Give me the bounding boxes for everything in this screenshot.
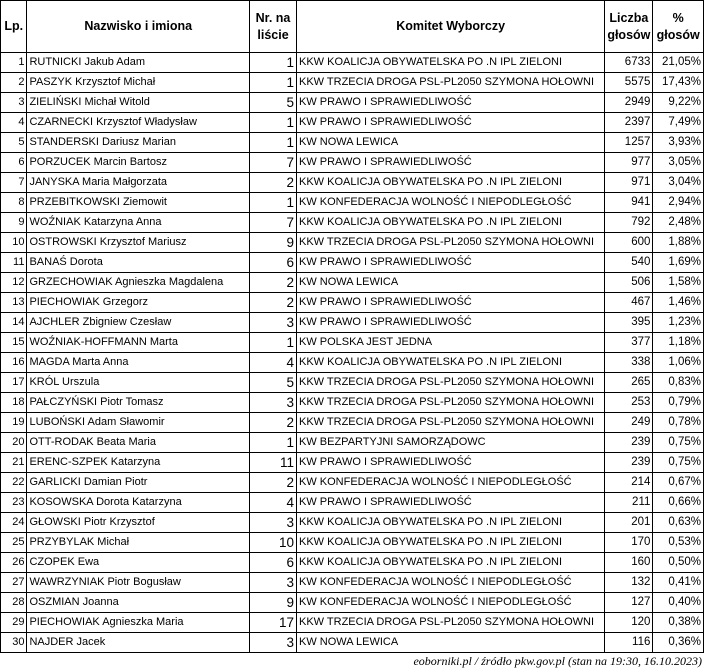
cell-name: KOSOWSKA Dorota Katarzyna — [27, 493, 250, 513]
cell-votes: 211 — [605, 493, 653, 513]
cell-lp: 22 — [1, 473, 27, 493]
cell-lp: 5 — [1, 133, 27, 153]
table-row — [1, 293, 704, 313]
table-row — [1, 633, 704, 653]
cell-list-number: 3 — [250, 513, 297, 533]
cell-committee: KW KONFEDERACJA WOLNOŚĆ I NIEPODLEGŁOŚĆ — [297, 473, 605, 493]
cell-name: RUTNICKI Jakub Adam — [27, 53, 250, 73]
cell-lp: 18 — [1, 393, 27, 413]
cell-name: OSTROWSKI Krzysztof Mariusz — [27, 233, 250, 253]
cell-lp: 14 — [1, 313, 27, 333]
cell-votes: 2949 — [605, 93, 653, 113]
cell-committee: KW KONFEDERACJA WOLNOŚĆ I NIEPODLEGŁOŚĆ — [297, 593, 605, 613]
cell-committee: KW NOWA LEWICA — [297, 133, 605, 153]
cell-committee: KKW KOALICJA OBYWATELSKA PO .N IPL ZIELONI — [297, 173, 605, 193]
table-row — [1, 213, 704, 233]
cell-votes: 506 — [605, 273, 653, 293]
cell-committee: KKW KOALICJA OBYWATELSKA PO .N IPL ZIELONI — [297, 213, 605, 233]
table-row — [1, 113, 704, 133]
cell-votes: 338 — [605, 353, 653, 373]
cell-votes: 6733 — [605, 53, 653, 73]
cell-percent: 3,04% — [653, 173, 704, 193]
cell-votes: 792 — [605, 213, 653, 233]
cell-list-number: 3 — [250, 573, 297, 593]
cell-lp: 23 — [1, 493, 27, 513]
cell-committee: KW NOWA LEWICA — [297, 273, 605, 293]
cell-percent: 1,18% — [653, 333, 704, 353]
cell-votes: 600 — [605, 233, 653, 253]
header-row — [1, 1, 704, 53]
cell-name: BANAŚ Dorota — [27, 253, 250, 273]
cell-name: GARLICKI Damian Piotr — [27, 473, 250, 493]
cell-percent: 0,41% — [653, 573, 704, 593]
cell-votes: 941 — [605, 193, 653, 213]
cell-lp: 6 — [1, 153, 27, 173]
cell-lp: 19 — [1, 413, 27, 433]
cell-votes: 395 — [605, 313, 653, 333]
table-row — [1, 273, 704, 293]
cell-name: PAŁCZYŃSKI Piotr Tomasz — [27, 393, 250, 413]
cell-percent: 0,67% — [653, 473, 704, 493]
cell-lp: 15 — [1, 333, 27, 353]
cell-votes: 377 — [605, 333, 653, 353]
table-row — [1, 473, 704, 493]
table-row — [1, 533, 704, 553]
table-row — [1, 313, 704, 333]
cell-list-number: 4 — [250, 493, 297, 513]
cell-list-number: 2 — [250, 413, 297, 433]
cell-committee: KKW TRZECIA DROGA PSL-PL2050 SZYMONA HOŁOWNI — [297, 373, 605, 393]
cell-committee: KKW KOALICJA OBYWATELSKA PO .N IPL ZIELONI — [297, 53, 605, 73]
cell-votes: 160 — [605, 553, 653, 573]
cell-lp: 8 — [1, 193, 27, 213]
table-row — [1, 553, 704, 573]
cell-list-number: 2 — [250, 173, 297, 193]
header-list-number-line1: Nr. na — [255, 10, 291, 25]
cell-percent: 0,83% — [653, 373, 704, 393]
cell-name: OSZMIAN Joanna — [27, 593, 250, 613]
cell-name: MAGDA Marta Anna — [27, 353, 250, 373]
cell-name: KRÓL Urszula — [27, 373, 250, 393]
cell-name: CZARNECKI Krzysztof Władysław — [27, 113, 250, 133]
cell-votes: 971 — [605, 173, 653, 193]
cell-committee: KKW KOALICJA OBYWATELSKA PO .N IPL ZIELONI — [297, 353, 605, 373]
cell-list-number: 3 — [250, 633, 297, 653]
table-row — [1, 173, 704, 193]
cell-list-number: 9 — [250, 233, 297, 253]
table-row — [1, 573, 704, 593]
cell-percent: 1,23% — [653, 313, 704, 333]
cell-votes: 265 — [605, 373, 653, 393]
cell-name: OTT-RODAK Beata Maria — [27, 433, 250, 453]
header-name: Nazwisko i imiona — [27, 1, 250, 53]
table-row — [1, 93, 704, 113]
table-row — [1, 413, 704, 433]
cell-votes: 239 — [605, 433, 653, 453]
cell-list-number: 2 — [250, 273, 297, 293]
results-body — [1, 53, 704, 653]
cell-votes: 170 — [605, 533, 653, 553]
header-votes — [605, 1, 653, 53]
cell-percent: 9,22% — [653, 93, 704, 113]
table-row — [1, 133, 704, 153]
cell-committee: KW PRAWO I SPRAWIEDLIWOŚĆ — [297, 313, 605, 333]
table-row — [1, 433, 704, 453]
cell-name: PRZEBITKOWSKI Ziemowit — [27, 193, 250, 213]
cell-lp: 12 — [1, 273, 27, 293]
cell-list-number: 1 — [250, 193, 297, 213]
cell-percent: 0,78% — [653, 413, 704, 433]
cell-name: CZOPEK Ewa — [27, 553, 250, 573]
cell-list-number: 9 — [250, 593, 297, 613]
cell-percent: 0,36% — [653, 633, 704, 653]
cell-votes: 1257 — [605, 133, 653, 153]
cell-name: ERENC-SZPEK Katarzyna — [27, 453, 250, 473]
cell-lp: 21 — [1, 453, 27, 473]
cell-committee: KW NOWA LEWICA — [297, 633, 605, 653]
cell-percent: 0,40% — [653, 593, 704, 613]
header-list-number — [250, 1, 297, 53]
header-list-number-line2: liście — [257, 27, 289, 42]
cell-percent: 1,58% — [653, 273, 704, 293]
header-lp: Lp. — [1, 1, 27, 53]
cell-committee: KW PRAWO I SPRAWIEDLIWOŚĆ — [297, 93, 605, 113]
cell-list-number: 7 — [250, 213, 297, 233]
cell-percent: 1,88% — [653, 233, 704, 253]
cell-name: PORZUCEK Marcin Bartosz — [27, 153, 250, 173]
cell-percent: 7,49% — [653, 113, 704, 133]
cell-lp: 4 — [1, 113, 27, 133]
cell-votes: 540 — [605, 253, 653, 273]
cell-committee: KW PRAWO I SPRAWIEDLIWOŚĆ — [297, 113, 605, 133]
cell-name: NAJDER Jacek — [27, 633, 250, 653]
cell-committee: KW PRAWO I SPRAWIEDLIWOŚĆ — [297, 293, 605, 313]
cell-name: JANYSKA Maria Małgorzata — [27, 173, 250, 193]
cell-list-number: 6 — [250, 253, 297, 273]
cell-list-number: 4 — [250, 353, 297, 373]
cell-percent: 3,05% — [653, 153, 704, 173]
cell-lp: 30 — [1, 633, 27, 653]
header-votes-line1: Liczba — [609, 10, 649, 25]
cell-percent: 1,06% — [653, 353, 704, 373]
cell-list-number: 1 — [250, 53, 297, 73]
cell-votes: 467 — [605, 293, 653, 313]
table-row — [1, 193, 704, 213]
cell-percent: 2,48% — [653, 213, 704, 233]
table-row — [1, 393, 704, 413]
cell-lp: 13 — [1, 293, 27, 313]
header-percent-line2: głosów — [656, 27, 700, 42]
cell-committee: KKW KOALICJA OBYWATELSKA PO .N IPL ZIELONI — [297, 533, 605, 553]
cell-name: GRZECHOWIAK Agnieszka Magdalena — [27, 273, 250, 293]
cell-name: ZIELIŃSKI Michał Witold — [27, 93, 250, 113]
cell-name: AJCHLER Zbigniew Czesław — [27, 313, 250, 333]
cell-list-number: 3 — [250, 393, 297, 413]
cell-list-number: 2 — [250, 473, 297, 493]
cell-name: WOŹNIAK-HOFFMANN Marta — [27, 333, 250, 353]
cell-percent: 0,79% — [653, 393, 704, 413]
cell-committee: KW PRAWO I SPRAWIEDLIWOŚĆ — [297, 253, 605, 273]
cell-lp: 26 — [1, 553, 27, 573]
table-row — [1, 53, 704, 73]
cell-lp: 27 — [1, 573, 27, 593]
table-row — [1, 333, 704, 353]
cell-lp: 28 — [1, 593, 27, 613]
cell-name: PIECHOWIAK Grzegorz — [27, 293, 250, 313]
cell-votes: 253 — [605, 393, 653, 413]
cell-votes: 2397 — [605, 113, 653, 133]
cell-votes: 249 — [605, 413, 653, 433]
cell-votes: 5575 — [605, 73, 653, 93]
cell-committee: KW PRAWO I SPRAWIEDLIWOŚĆ — [297, 153, 605, 173]
table-row — [1, 253, 704, 273]
cell-votes: 132 — [605, 573, 653, 593]
cell-list-number: 11 — [250, 453, 297, 473]
cell-list-number: 1 — [250, 133, 297, 153]
cell-list-number: 2 — [250, 293, 297, 313]
source-footer: eoborniki.pl / źródło pkw.gov.pl (stan na 19:30, 16.10.2023) — [413, 654, 702, 668]
cell-percent: 0,53% — [653, 533, 704, 553]
cell-percent: 1,69% — [653, 253, 704, 273]
cell-list-number: 1 — [250, 73, 297, 93]
cell-lp: 10 — [1, 233, 27, 253]
cell-votes: 116 — [605, 633, 653, 653]
cell-committee: KW KONFEDERACJA WOLNOŚĆ I NIEPODLEGŁOŚĆ — [297, 573, 605, 593]
cell-lp: 1 — [1, 53, 27, 73]
cell-percent: 0,50% — [653, 553, 704, 573]
cell-committee: KKW TRZECIA DROGA PSL-PL2050 SZYMONA HOŁOWNI — [297, 73, 605, 93]
cell-committee: KW KONFEDERACJA WOLNOŚĆ I NIEPODLEGŁOŚĆ — [297, 193, 605, 213]
cell-lp: 11 — [1, 253, 27, 273]
table-row — [1, 593, 704, 613]
cell-percent: 1,46% — [653, 293, 704, 313]
cell-name: STANDERSKI Dariusz Marian — [27, 133, 250, 153]
header-committee: Komitet Wyborczy — [297, 1, 605, 53]
cell-name: PIECHOWIAK Agnieszka Maria — [27, 613, 250, 633]
cell-lp: 17 — [1, 373, 27, 393]
cell-percent: 0,66% — [653, 493, 704, 513]
table-row — [1, 373, 704, 393]
cell-votes: 201 — [605, 513, 653, 533]
cell-list-number: 5 — [250, 93, 297, 113]
cell-name: WAWRZYNIAK Piotr Bogusław — [27, 573, 250, 593]
cell-list-number: 6 — [250, 553, 297, 573]
cell-committee: KKW KOALICJA OBYWATELSKA PO .N IPL ZIELONI — [297, 553, 605, 573]
cell-list-number: 1 — [250, 333, 297, 353]
cell-committee: KW BEZPARTYJNI SAMORZĄDOWC — [297, 433, 605, 453]
cell-votes: 239 — [605, 453, 653, 473]
cell-list-number: 7 — [250, 153, 297, 173]
cell-votes: 120 — [605, 613, 653, 633]
cell-name: PRZYBYLAK Michał — [27, 533, 250, 553]
cell-lp: 20 — [1, 433, 27, 453]
table-row — [1, 153, 704, 173]
cell-committee: KKW TRZECIA DROGA PSL-PL2050 SZYMONA HOŁOWNI — [297, 413, 605, 433]
header-percent-line1: % — [672, 10, 684, 25]
cell-lp: 16 — [1, 353, 27, 373]
cell-lp: 7 — [1, 173, 27, 193]
cell-name: GŁOWSKI Piotr Krzysztof — [27, 513, 250, 533]
cell-lp: 9 — [1, 213, 27, 233]
table-row — [1, 233, 704, 253]
cell-list-number: 10 — [250, 533, 297, 553]
table-row — [1, 613, 704, 633]
cell-name: LUBOŃSKI Adam Sławomir — [27, 413, 250, 433]
cell-percent: 0,38% — [653, 613, 704, 633]
cell-percent: 0,75% — [653, 453, 704, 473]
cell-percent: 2,94% — [653, 193, 704, 213]
table-row — [1, 453, 704, 473]
cell-list-number: 3 — [250, 313, 297, 333]
cell-list-number: 1 — [250, 433, 297, 453]
cell-list-number: 5 — [250, 373, 297, 393]
cell-name: WOŹNIAK Katarzyna Anna — [27, 213, 250, 233]
cell-committee: KKW TRZECIA DROGA PSL-PL2050 SZYMONA HOŁOWNI — [297, 613, 605, 633]
cell-committee: KW PRAWO I SPRAWIEDLIWOŚĆ — [297, 493, 605, 513]
cell-lp: 24 — [1, 513, 27, 533]
table-row — [1, 513, 704, 533]
cell-votes: 214 — [605, 473, 653, 493]
header-percent — [653, 1, 704, 53]
cell-percent: 21,05% — [653, 53, 704, 73]
cell-lp: 3 — [1, 93, 27, 113]
cell-lp: 2 — [1, 73, 27, 93]
cell-committee: KW PRAWO I SPRAWIEDLIWOŚĆ — [297, 453, 605, 473]
cell-percent: 3,93% — [653, 133, 704, 153]
cell-list-number: 17 — [250, 613, 297, 633]
table-row — [1, 353, 704, 373]
cell-committee: KKW KOALICJA OBYWATELSKA PO .N IPL ZIELONI — [297, 513, 605, 533]
cell-percent: 17,43% — [653, 73, 704, 93]
cell-percent: 0,63% — [653, 513, 704, 533]
cell-lp: 29 — [1, 613, 27, 633]
cell-votes: 977 — [605, 153, 653, 173]
cell-committee: KKW TRZECIA DROGA PSL-PL2050 SZYMONA HOŁOWNI — [297, 233, 605, 253]
cell-votes: 127 — [605, 593, 653, 613]
cell-percent: 0,75% — [653, 433, 704, 453]
table-row — [1, 493, 704, 513]
cell-name: PASZYK Krzysztof Michał — [27, 73, 250, 93]
table-row — [1, 73, 704, 93]
cell-committee: KKW TRZECIA DROGA PSL-PL2050 SZYMONA HOŁOWNI — [297, 393, 605, 413]
cell-lp: 25 — [1, 533, 27, 553]
cell-list-number: 1 — [250, 113, 297, 133]
cell-committee: KW POLSKA JEST JEDNA — [297, 333, 605, 353]
header-votes-line2: głosów — [607, 27, 651, 42]
